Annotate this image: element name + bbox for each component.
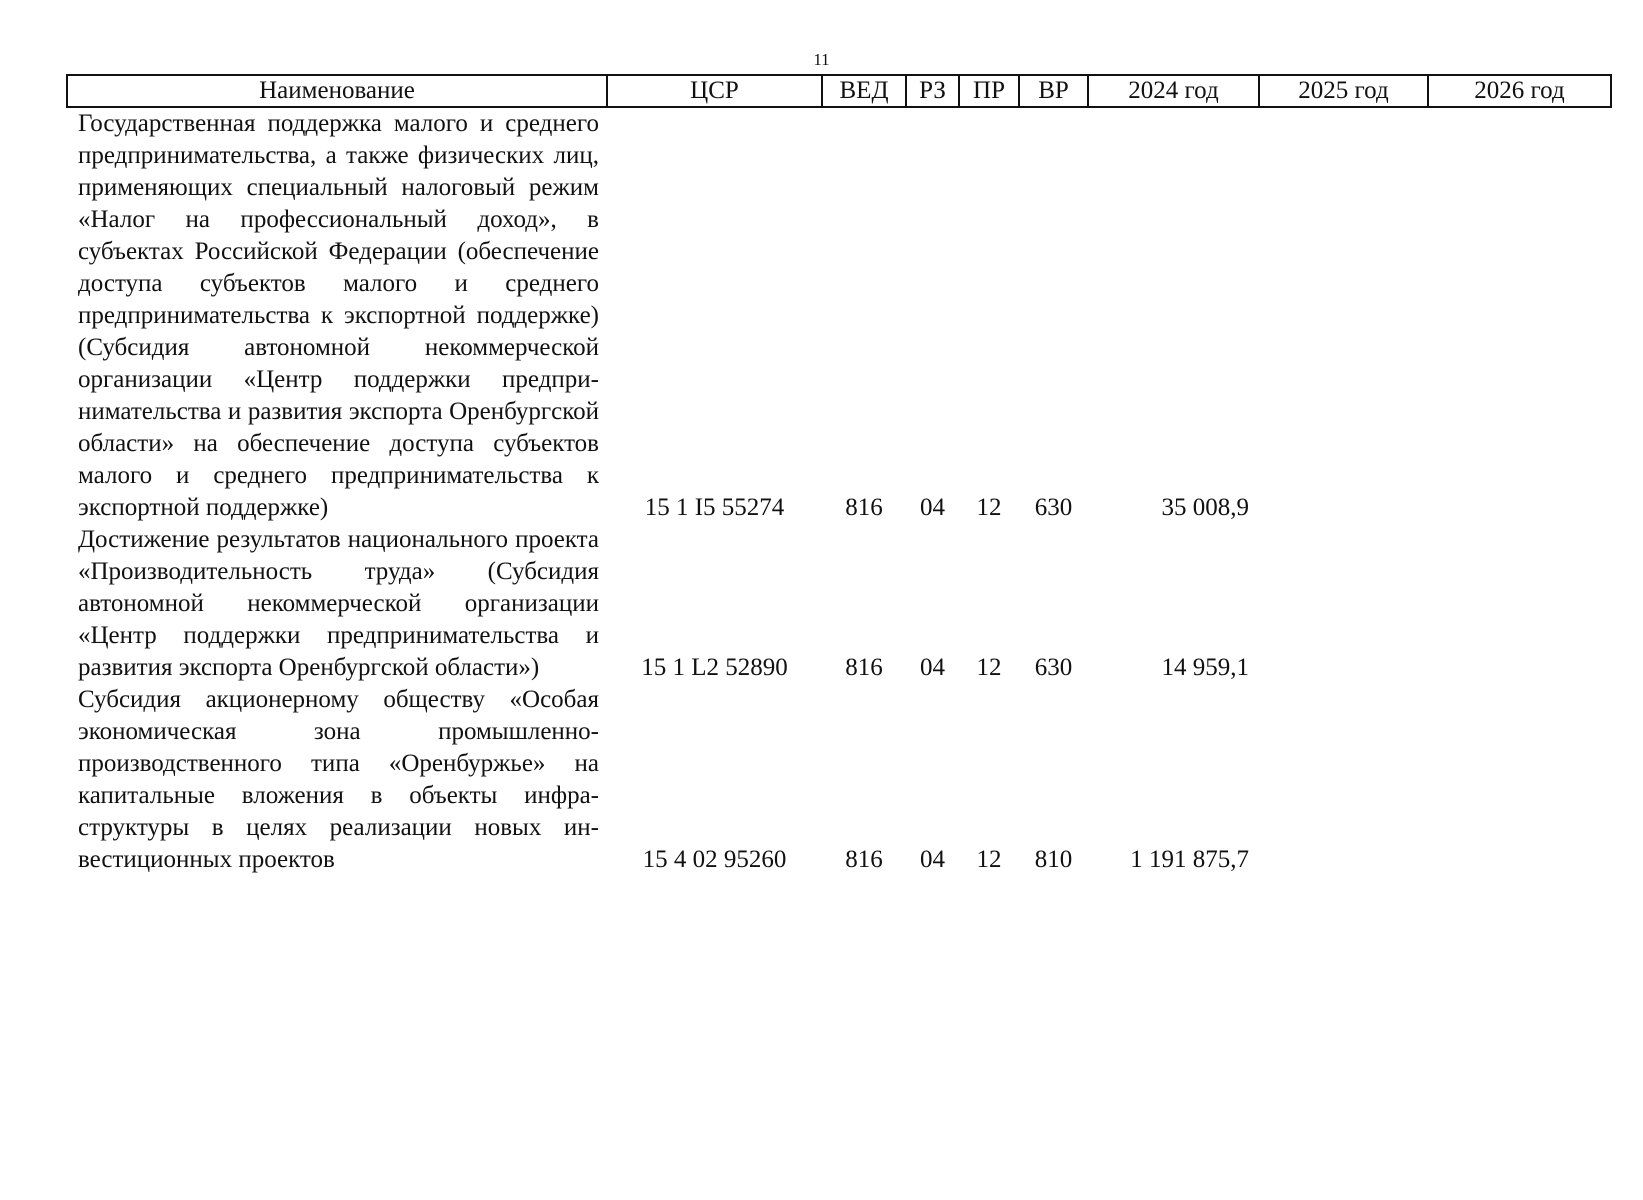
column-header-pr: ПР [959,75,1019,107]
column-header-ved: ВЕД [822,75,906,107]
row-rz-cell: 04 [920,654,945,681]
column-header-2024: 2024 год [1088,75,1259,107]
row-2026-cell [1428,684,1611,876]
row-rz-cell: 04 [920,494,945,521]
row-vr-cell: 630 [1034,494,1073,521]
row-ved-cell: 816 [845,846,883,873]
row-2026-cell [1428,524,1611,684]
row-2025-cell [1259,107,1428,524]
row-name-cell: Достижение результатов национального проекта «Производительность труда» (Субсидия автономной некоммерческой организации «Центр поддержки предпринимательства и развития экспорта Оренбургской области») [78,526,599,681]
row-name-cell: Субсидия акционерному обществу «Особая экономическая зона промышленно-производственного типа «Оренбуржье» на капитальные вложения в объекты инфраструктуры в целях реализации новых инвестиционных проектов [78,686,599,873]
row-vr-cell: 810 [1034,846,1073,873]
column-header-vr: ВР [1019,75,1088,107]
table-row [67,107,1611,524]
column-header-name: Наименование [67,75,607,107]
row-csr-cell: 15 1 L2 52890 [641,654,788,681]
row-2024-cell: 14 959,1 [1161,654,1249,681]
row-ved-cell: 816 [845,654,883,681]
column-header-2026: 2026 год [1428,75,1611,107]
row-name-cell: Государственная поддержка малого и среднего предпринимательства, а также физических лиц, применяющих специальный налоговый режим «Налог на профессиональный доход», в субъектах Российской Федерации (обеспечение доступа субъектов малого и среднего предпринимательства к экспортной поддержке) (Субсидия автономной некоммерческой организации «Центр поддержки предпринимательства и развития экспорта Оренбургской области» на обеспечение доступа субъектов малого и среднего предпринимательства к экспортной поддержке) [78,110,599,521]
row-rz-cell: 04 [920,846,945,873]
table-header-row [67,75,1611,107]
column-header-2025: 2025 год [1259,75,1428,107]
row-pr-cell: 12 [976,846,1002,873]
budget-table [66,74,1612,876]
column-header-rz: РЗ [906,75,959,107]
row-2024-cell: 35 008,9 [1161,494,1249,521]
row-ved-cell: 816 [845,494,883,521]
row-csr-cell: 15 1 I5 55274 [644,494,785,521]
row-pr-cell: 12 [976,654,1002,681]
row-2025-cell [1259,524,1428,684]
row-vr-cell: 630 [1034,654,1073,681]
table-row [67,684,1611,876]
column-header-csr: ЦСР [607,75,822,107]
row-csr-cell: 15 4 02 95260 [642,846,787,873]
page-number: 11 [813,50,830,69]
table-row [67,524,1611,684]
row-2025-cell [1259,684,1428,876]
row-pr-cell: 12 [976,494,1002,521]
row-2024-cell: 1 191 875,7 [1130,846,1249,873]
row-2026-cell [1428,107,1611,524]
